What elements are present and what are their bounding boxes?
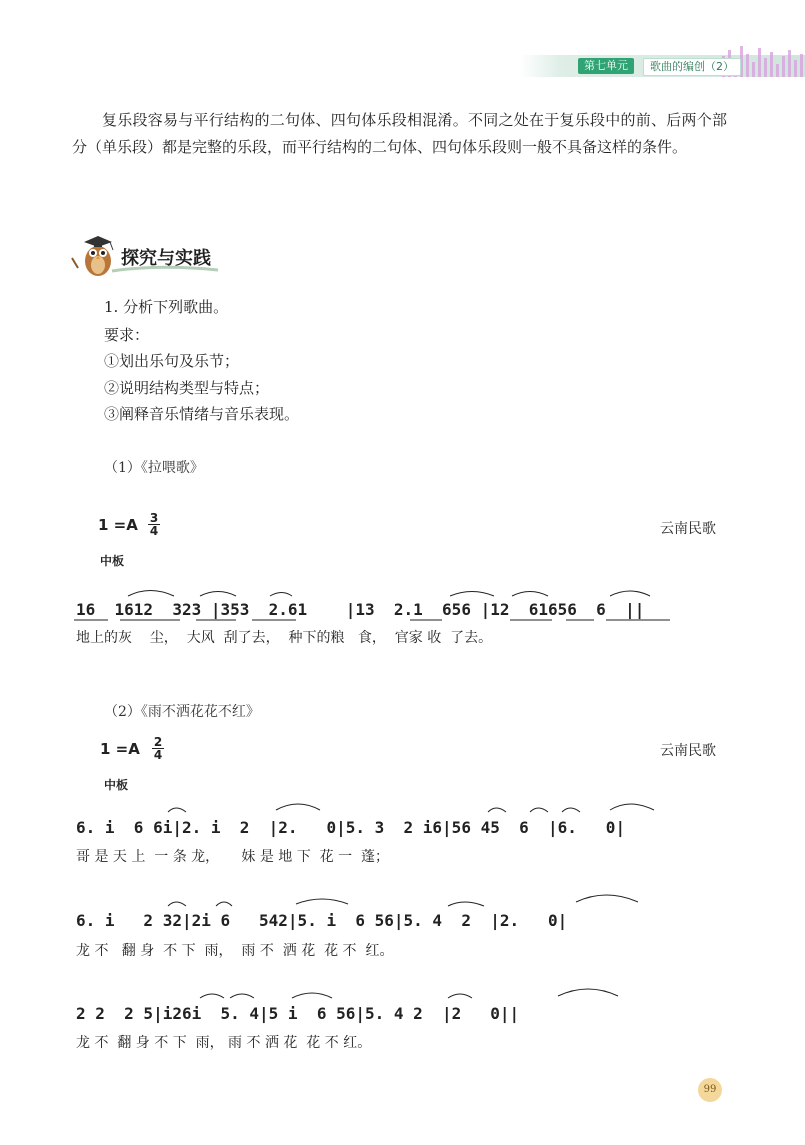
- song-2-lyrics-row-1: 哥 是 天 上 一 条 龙， 妹 是 地 下 花 一 蓬；: [76, 849, 390, 865]
- song-2-meter-bottom: 4: [153, 748, 163, 762]
- song-2-meter-top: 2: [153, 735, 163, 749]
- task-line-2: 要求：: [104, 326, 150, 344]
- song-1-lyrics-row-1: 地上的灰 尘， 大风 刮了去， 种下的粮 食， 官家 收 了去。: [76, 630, 493, 646]
- unit-badge: 第七单元: [578, 58, 634, 74]
- intro-text: 复乐段容易与平行结构的二句体、四句体乐段相混淆。不同之处在于复乐段中的前、后两个部分（单乐段）都是完整的乐段，而平行结构的二句体、四句体乐段则一般不具备这样的条件。: [72, 111, 727, 156]
- song-2-notes-row-3: 2 2 2 5|i26i 5. 4|5 i 6 56|5. 4 2 |2 0||: [76, 1004, 520, 1023]
- song-2-title: （2）《雨不洒花花不红》: [104, 704, 260, 720]
- song-1-title: （1）《拉喂歌》: [104, 460, 204, 476]
- task-line-1: 1. 分析下列歌曲。: [104, 298, 229, 316]
- song-2-key: 1 =A: [100, 740, 140, 758]
- song-1-meter-top: 3: [149, 511, 159, 525]
- chapter-title: 歌曲的编创（2）: [643, 58, 741, 76]
- song-2-origin: 云南民歌: [660, 743, 716, 759]
- song-1-origin: 云南民歌: [660, 521, 716, 537]
- song-1-meter-bottom: 4: [149, 524, 159, 538]
- song-1-notes-row-1: 16 1612 323 |353 2.61 |13 2.1 656 |12 61656 6 ||: [76, 600, 645, 619]
- song-2-notes-row-1: 6. i 6 6i|2. i 2 |2. 0|5. 3 2 i6|56 45 6 |6. 0|: [76, 818, 626, 837]
- song-1-tempo: 中板: [100, 554, 125, 568]
- song-2-notes-row-2: 6. i 2 32|2i 6 542|5. i 6 56|5. 4 2 |2. 0|: [76, 911, 568, 930]
- song-2-lyrics-row-2: 龙 不 翻 身 不 下 雨， 雨 不 洒 花 花 不 红。: [76, 943, 394, 959]
- task-line-3: ①划出乐句及乐节；: [104, 352, 240, 370]
- song-1-key: 1 =A: [98, 516, 138, 534]
- task-line-4: ②说明结构类型与特点；: [104, 379, 270, 397]
- song-2-lyrics-row-3: 龙 不 翻 身 不 下 雨， 雨 不 洒 花 花 不 红。: [76, 1035, 372, 1051]
- page-number: 99: [698, 1078, 722, 1102]
- task-line-5: ③阐释音乐情绪与音乐表现。: [104, 405, 300, 423]
- section-title: 探究与实践: [121, 248, 211, 269]
- song-2-tempo: 中板: [104, 778, 129, 792]
